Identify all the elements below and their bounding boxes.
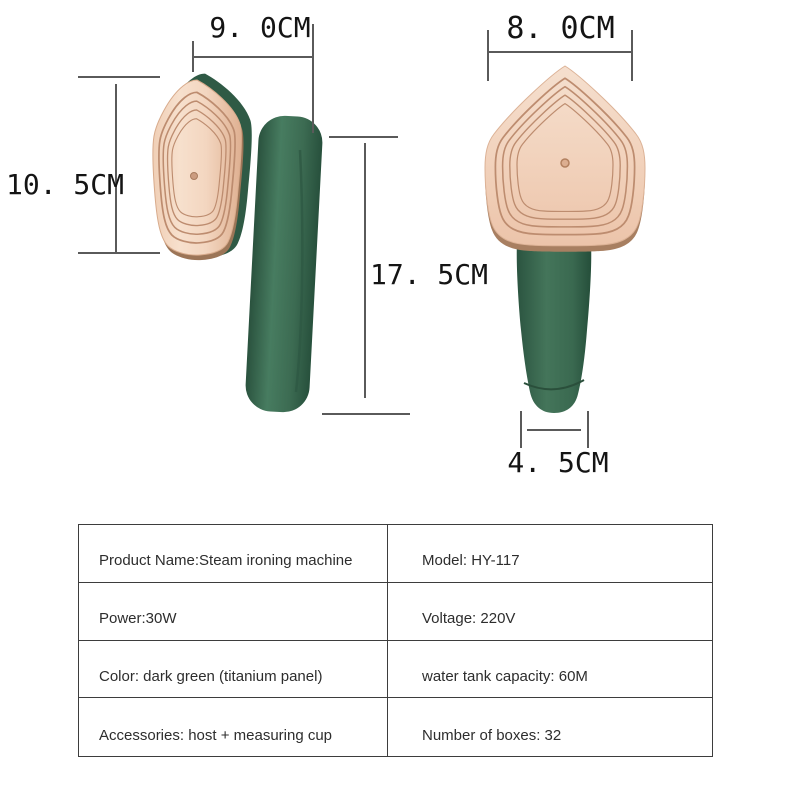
dimension-label-front-width: 8. 0CM (506, 11, 615, 46)
steam-button-side (191, 173, 198, 180)
dimension-label-handle-width: 4. 5CM (507, 446, 609, 479)
dimension-label-side-plate-height: 10. 5CM (6, 168, 125, 201)
spec-cell-model: Model: HY-117 (388, 525, 712, 583)
spec-cell-power: Power:30W (79, 583, 388, 641)
handle-side (244, 115, 323, 414)
spec-cell-accessories: Accessories: host + measuring cup (79, 698, 388, 756)
soleplate-side (153, 80, 242, 255)
spec-cell-color: Color: dark green (titanium panel) (79, 641, 388, 699)
spec-cell-product-name: Product Name:Steam ironing machine (79, 525, 388, 583)
handle-front (517, 243, 592, 413)
spec-cell-water-tank: water tank capacity: 60M (388, 641, 712, 699)
front-view-figure (485, 66, 645, 413)
steam-button-front (561, 159, 569, 167)
dimension-label-side-width: 9. 0CM (209, 11, 311, 44)
side-view-figure (153, 74, 324, 414)
spec-cell-boxes: Number of boxes: 32 (422, 726, 562, 744)
dimension-label-total-height: 17. 5CM (370, 258, 489, 291)
spec-table (78, 524, 713, 757)
spec-cell-voltage: Voltage: 220V (388, 583, 712, 641)
